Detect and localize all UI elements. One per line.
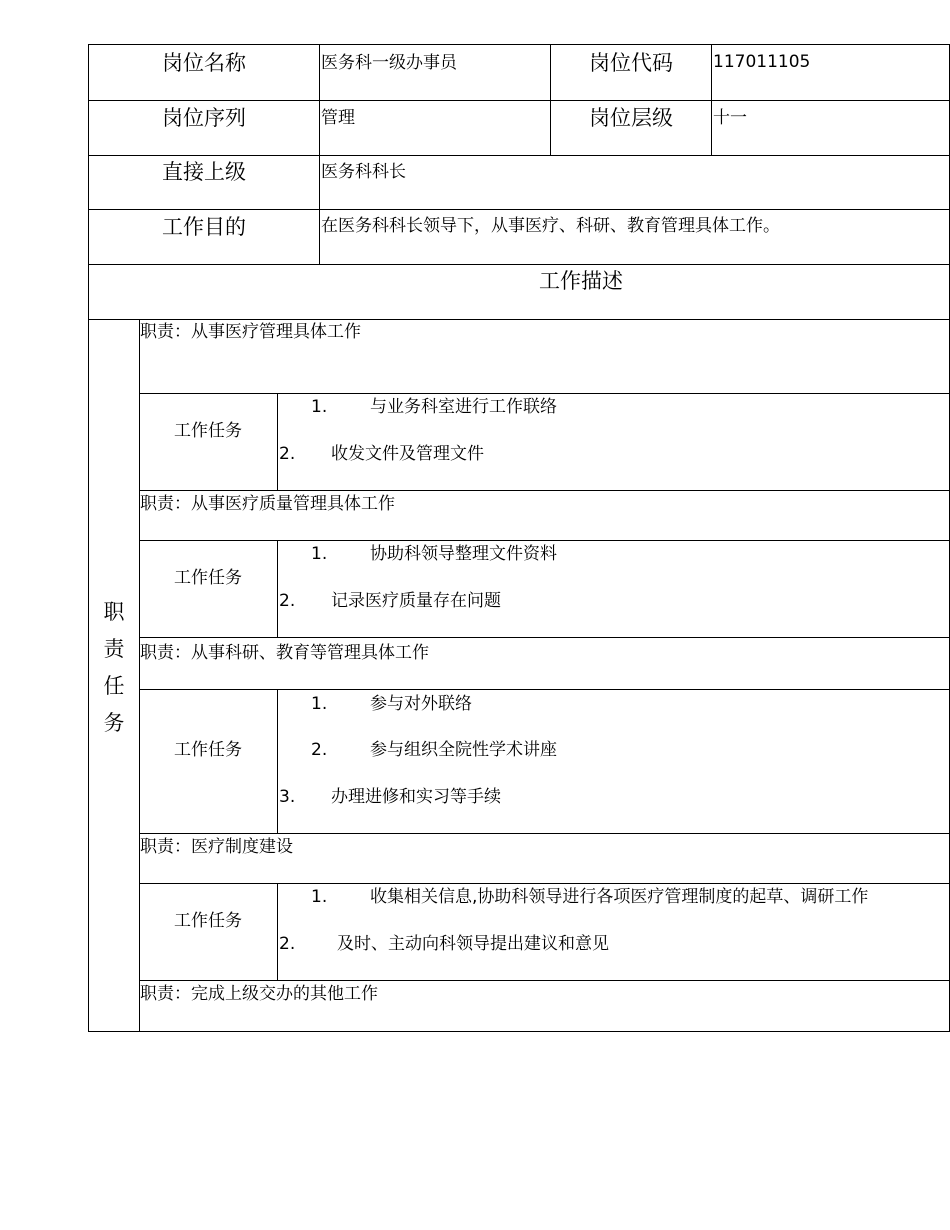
row-divider xyxy=(88,264,950,265)
task-label: 工作任务 xyxy=(174,740,242,760)
duty-title: 职责：从事医疗管理具体工作 xyxy=(140,322,361,342)
task-number: 2. xyxy=(311,740,328,760)
superior-value: 医务科科长 xyxy=(321,162,406,182)
duty-title: 职责：医疗制度建设 xyxy=(140,837,293,857)
superior-label: 直接上级 xyxy=(162,160,246,184)
side-label-char: 职 xyxy=(103,600,125,624)
task-text: 及时、主动向科领导提出建议和意见 xyxy=(337,934,609,954)
row-divider xyxy=(139,637,950,638)
col-divider xyxy=(319,44,320,265)
row-divider xyxy=(88,209,950,210)
task-text: 收发文件及管理文件 xyxy=(331,444,484,464)
task-number: 1. xyxy=(311,544,328,564)
task-text: 与业务科室进行工作联络 xyxy=(370,397,557,417)
task-number: 2. xyxy=(279,444,296,464)
post-level-label: 岗位层级 xyxy=(589,106,673,130)
col-divider xyxy=(711,44,712,156)
row-divider xyxy=(139,980,950,981)
purpose-value: 在医务科科长领导下，从事医疗、科研、教育管理具体工作。 xyxy=(321,216,780,236)
duty-title: 职责：从事科研、教育等管理具体工作 xyxy=(140,643,429,663)
row-divider xyxy=(139,833,950,834)
row-divider xyxy=(139,490,950,491)
task-number: 2. xyxy=(279,934,296,954)
row-divider xyxy=(139,689,950,690)
description-title: 工作描述 xyxy=(539,269,623,293)
duties-side-label xyxy=(89,594,139,742)
task-number: 3. xyxy=(279,787,296,807)
post-code-label: 岗位代码 xyxy=(589,51,673,75)
task-number: 1. xyxy=(311,397,328,417)
task-label: 工作任务 xyxy=(174,568,242,588)
task-number: 2. xyxy=(279,591,296,611)
task-label: 工作任务 xyxy=(174,421,242,441)
duty-title: 职责：完成上级交办的其他工作 xyxy=(140,984,378,1004)
post-name-label: 岗位名称 xyxy=(162,51,246,75)
task-text: 协助科领导整理文件资料 xyxy=(370,544,557,564)
side-label-char: 务 xyxy=(103,711,125,735)
task-number: 1. xyxy=(311,694,328,714)
side-label-char: 责 xyxy=(103,637,125,661)
post-name-value: 医务科一级办事员 xyxy=(321,53,457,73)
post-level-value: 十一 xyxy=(713,108,747,128)
duty-title: 职责：从事医疗质量管理具体工作 xyxy=(140,494,395,514)
post-series-label: 岗位序列 xyxy=(162,106,246,130)
task-text: 参与对外联络 xyxy=(370,694,472,714)
post-code-value: 117011105 xyxy=(713,52,811,72)
row-divider xyxy=(88,319,950,320)
task-label-divider xyxy=(277,393,278,491)
row-divider xyxy=(88,155,950,156)
purpose-label: 工作目的 xyxy=(162,215,246,239)
task-text: 收集相关信息,协助科领导进行各项医疗管理制度的起草、调研工作 xyxy=(370,887,869,907)
row-divider xyxy=(139,540,950,541)
task-number: 1. xyxy=(311,887,328,907)
task-text: 参与组织全院性学术讲座 xyxy=(370,740,557,760)
task-label-divider xyxy=(277,540,278,638)
row-divider xyxy=(88,100,950,101)
task-label-divider xyxy=(277,689,278,834)
task-text: 办理进修和实习等手续 xyxy=(331,787,501,807)
row-divider xyxy=(139,393,950,394)
row-divider xyxy=(139,883,950,884)
task-label-divider xyxy=(277,883,278,981)
side-label-char: 任 xyxy=(103,674,125,698)
task-text: 记录医疗质量存在问题 xyxy=(331,591,501,611)
task-label: 工作任务 xyxy=(174,911,242,931)
post-series-value: 管理 xyxy=(321,108,355,128)
